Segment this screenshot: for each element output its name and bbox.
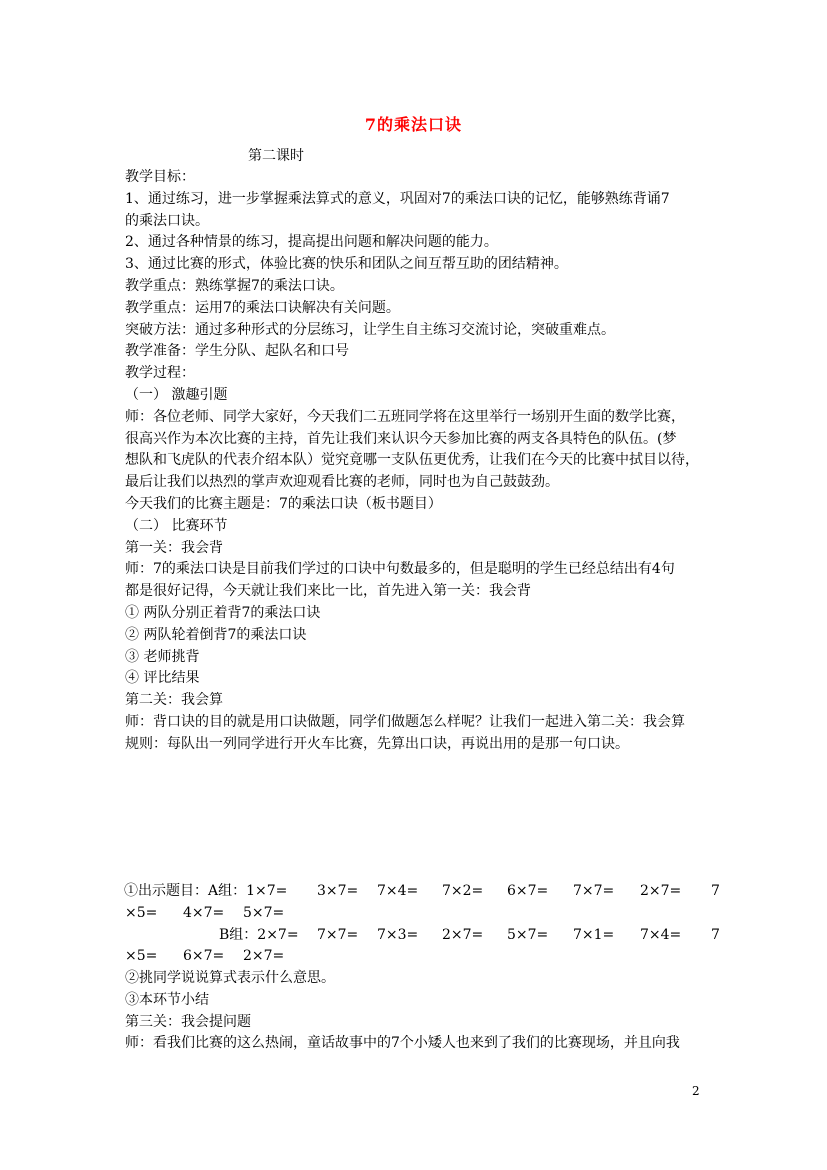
text-line: 教学准备：学生分队、起队名和口号 xyxy=(125,343,349,360)
exercise-item: ①出示题目：A组：1×7= xyxy=(124,883,288,899)
exercise-row-a1 xyxy=(125,881,725,903)
text-line: 的乘法口诀。 xyxy=(125,212,209,229)
list-item: ④ 评比结果 xyxy=(125,670,200,687)
text-line: 突破方法：通过多种形式的分层练习，让学生自主练习交流讨论，突破重难点。 xyxy=(125,321,615,338)
exercise-item: 7×4= xyxy=(640,926,682,943)
exercise-item: 7 xyxy=(711,926,720,943)
exercise-item: ×5= xyxy=(125,948,158,965)
exercise-item: 7 xyxy=(711,883,720,899)
exercise-item: 7×7= xyxy=(573,883,615,899)
exercise-item: 2×7= xyxy=(243,948,285,965)
text-line: 第一关：我会背 xyxy=(125,539,223,556)
document-title: 7的乘法口诀 xyxy=(364,115,463,134)
text-line: 师：看我们比赛的这么热闹，童话故事中的7个小矮人也来到了我们的比赛现场，并且向我 xyxy=(125,1035,680,1052)
section-heading: （一） 激趣引题 xyxy=(125,386,228,403)
text-line: 教学重点：运用7的乘法口诀解决有关问题。 xyxy=(125,299,400,316)
text-line: 最后让我们以热烈的掌声欢迎观看比赛的老师，同时也为自己鼓鼓劲。 xyxy=(125,474,559,491)
lesson-body xyxy=(125,167,705,756)
text-line: 1、通过练习，进一步掌握乘法算式的意义，巩固对7的乘法口诀的记忆，能够熟练背诵7 xyxy=(125,190,670,207)
text-line: 规则：每队出一列同学进行开火车比赛，先算出口诀，再说出用的是那一句口诀。 xyxy=(125,735,629,752)
exercise-item: 7×4= xyxy=(377,883,419,899)
exercise-item: 7×7= xyxy=(317,926,359,943)
text-line: 师：7的乘法口诀是目前我们学过的口诀中句数最多的，但是聪明的学生已经总结出有4句 xyxy=(125,561,675,578)
list-item: ① 两队分别正着背7的乘法口诀 xyxy=(125,604,321,621)
text-line: ②挑同学说说算式表示什么意思。 xyxy=(125,970,335,986)
exercise-item: 5×7= xyxy=(243,904,285,921)
exercise-item: 6×7= xyxy=(507,883,549,899)
exercise-item: 7×3= xyxy=(377,926,419,943)
text-line: 今天我们的比赛主题是：7的乘法口诀（板书题目） xyxy=(125,495,442,512)
lesson-subtitle: 第二课时 xyxy=(248,148,304,164)
lesson-body-continued xyxy=(125,968,715,1055)
text-line: 想队和飞虎队的代表介绍本队）觉究竟哪一支队伍更优秀，让我们在今天的比赛中拭目以待， xyxy=(125,452,699,469)
exercise-row-b2 xyxy=(125,946,725,968)
list-item: ② 两队轮着倒背7的乘法口诀 xyxy=(125,626,307,643)
exercise-item: 5×7= xyxy=(507,926,549,943)
exercise-item: B组：2×7= xyxy=(219,926,299,943)
list-item: ③ 老师挑背 xyxy=(125,648,200,665)
exercise-item: 7×1= xyxy=(573,926,615,943)
exercise-item: 7×2= xyxy=(442,883,484,899)
text-line: 都是很好记得，今天就让我们来比一比，首先进入第一关：我会背 xyxy=(125,583,531,600)
text-line: 第二关：我会算 xyxy=(125,692,223,709)
exercise-item: 3×7= xyxy=(317,883,359,899)
text-line: ③本环节小结 xyxy=(125,991,209,1008)
text-line: 很高兴作为本次比赛的主持，首先让我们来认识今天参加比赛的两支各具特色的队伍。(梦 xyxy=(125,430,677,447)
exercise-item: 4×7= xyxy=(183,904,225,921)
exercise-item: 2×7= xyxy=(640,883,682,899)
section-heading: （二） 比赛环节 xyxy=(125,517,228,534)
text-line: 2、通过各种情景的练习，提高提出问题和解决问题的能力。 xyxy=(125,234,498,251)
text-line: 第三关：我会提问题 xyxy=(125,1013,251,1030)
page-number: 2 xyxy=(692,1084,700,1098)
text-line: 教学重点：熟练掌握7的乘法口诀。 xyxy=(125,277,344,294)
text-line: 教学过程： xyxy=(125,365,195,382)
text-line: 教学目标： xyxy=(125,169,195,185)
text-line: 师：背口诀的目的就是用口诀做题，同学们做题怎么样呢？让我们一起进入第二关：我会算 xyxy=(125,713,685,730)
exercise-block xyxy=(125,881,725,968)
exercise-item: ×5= xyxy=(125,904,158,921)
exercise-item: 6×7= xyxy=(183,948,225,965)
exercise-row-a2 xyxy=(125,903,725,925)
text-line: 师：各位老师、同学大家好，今天我们二五班同学将在这里举行一场别开生面的数学比赛， xyxy=(125,408,685,425)
text-line: 3、通过比赛的形式，体验比赛的快乐和团队之间互帮互助的团结精神。 xyxy=(125,256,568,273)
exercise-row-b1 xyxy=(125,925,725,947)
exercise-item: 2×7= xyxy=(442,926,484,943)
